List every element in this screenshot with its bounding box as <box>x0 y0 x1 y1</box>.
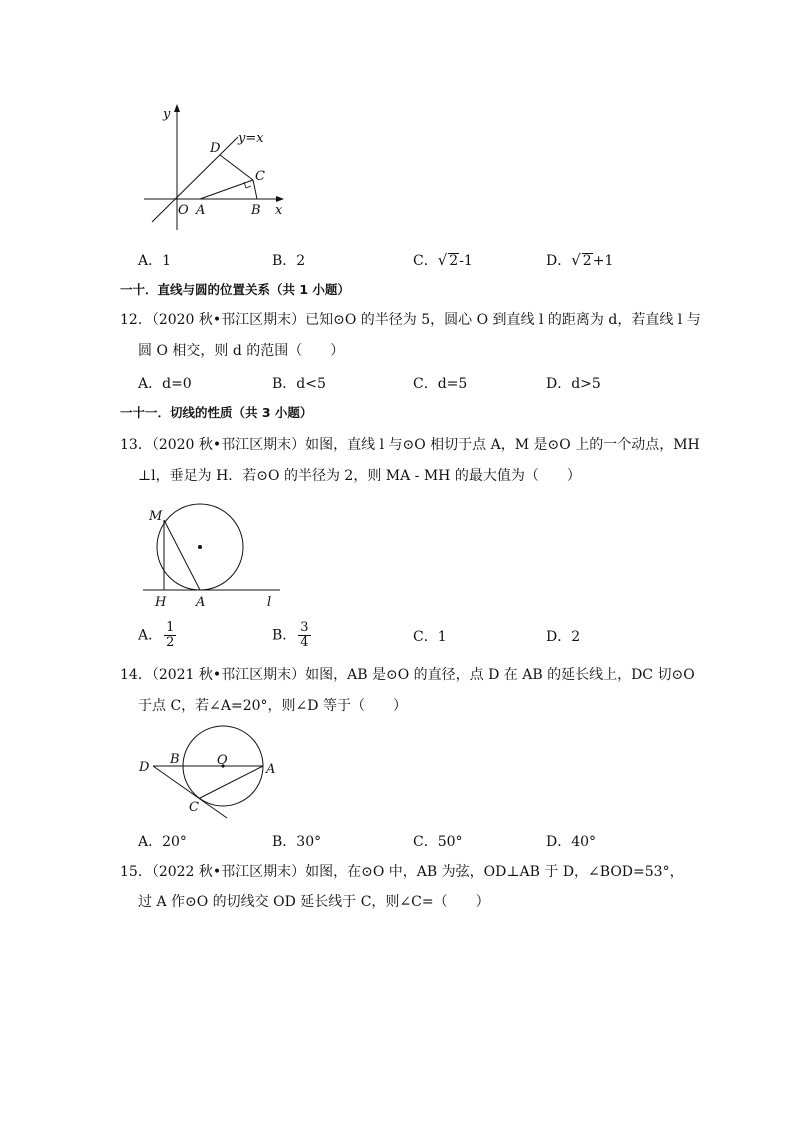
fraction <box>164 621 176 650</box>
label-O: O <box>217 753 228 768</box>
q12-option-b: B．d<5 <box>272 376 326 392</box>
q14-option-a: A．20° <box>138 834 187 850</box>
q11-option-c <box>413 250 473 270</box>
label-H: H <box>155 595 167 610</box>
radical-sign-icon: √ <box>437 251 448 269</box>
q14-line2: 于点 C，若∠A=20°，则∠D 等于（ ） <box>138 698 407 714</box>
q13-option-c <box>413 626 447 646</box>
q11-figure <box>130 100 300 240</box>
option-letter: C． <box>413 629 438 645</box>
label-C: C <box>189 800 199 815</box>
section-heading-10: 一十．直线与圆的位置关系（共 1 小题） <box>120 282 350 297</box>
q11-option-a <box>138 250 171 270</box>
label-A: A <box>266 762 276 777</box>
y-axis-arrow <box>174 104 180 112</box>
segment-CA <box>200 766 263 798</box>
label-y: y <box>163 107 171 122</box>
label-B: B <box>170 752 180 767</box>
q12-line2: 圆 O 相交，则 d 的范围（ ） <box>138 343 345 359</box>
option-letter: D． <box>546 253 572 269</box>
option-letter: D． <box>546 629 572 645</box>
label-A: A <box>196 595 206 610</box>
q13-option-d <box>546 626 580 646</box>
q12-option-d: D．d>5 <box>546 376 601 392</box>
q14-figure <box>135 718 295 823</box>
label-y-equals-x: y=x <box>238 131 264 146</box>
option-letter: B． <box>272 253 297 269</box>
section-heading-11: 一十一．切线的性质（共 3 小题） <box>120 405 313 420</box>
line-y-equals-x <box>152 137 238 222</box>
q13-figure <box>135 500 295 615</box>
q14-option-b: B．30° <box>272 834 322 850</box>
q13-option-b <box>272 621 311 650</box>
segment-DC <box>220 155 253 180</box>
label-C: C <box>255 169 265 184</box>
radicand: 2 <box>449 253 459 269</box>
fraction <box>298 621 310 650</box>
segment-MA <box>164 520 200 590</box>
option-suffix: -1 <box>459 253 473 269</box>
q13-line2: ⊥l，垂足为 H．若⊙O 的半径为 2，则 MA - MH 的最大值为（ ） <box>138 468 581 484</box>
q12-line1: 12．（2020 秋•邗江区期末）已知⊙O 的半径为 5，圆心 O 到直线 l 的距离为 d，若直线 l 与 <box>120 312 701 328</box>
q13-option-a <box>138 621 176 650</box>
center-point <box>198 545 202 549</box>
segment-AC <box>200 180 253 199</box>
label-D: D <box>139 760 150 775</box>
label-O: O <box>178 203 189 218</box>
fraction-numerator: 1 <box>166 620 175 635</box>
x-axis-arrow <box>276 196 284 202</box>
radicand: 2 <box>582 253 592 269</box>
option-letter: A． <box>138 253 163 269</box>
label-D: D <box>210 141 221 156</box>
fraction-denominator: 2 <box>166 635 175 650</box>
q12-option-a: A．d=0 <box>138 376 192 392</box>
q13-line1: 13．（2020 秋•邗江区期末）如图，直线 l 与⊙O 相切于点 A，M 是⊙O 上的一个动点，MH <box>120 437 700 453</box>
option-value: 1 <box>162 253 172 269</box>
q15-line2: 过 A 作⊙O 的切线交 OD 延长线于 C，则∠C=（ ） <box>138 894 490 910</box>
q14-option-d: D．40° <box>546 834 597 850</box>
option-letter: C． <box>413 253 438 269</box>
option-letter: A． <box>138 627 163 644</box>
fraction-numerator: 3 <box>300 620 309 635</box>
label-A: A <box>196 203 206 218</box>
option-value: 2 <box>296 253 306 269</box>
radical-sign-icon: √ <box>571 251 581 269</box>
q11-option-d <box>546 250 613 270</box>
option-letter: B． <box>272 627 297 644</box>
label-l: l <box>267 595 272 610</box>
q14-line1: 14．（2021 秋•邗江区期末）如图，AB 是⊙O 的直径，点 D 在 AB 的延长线上，DC 切⊙O <box>120 667 695 683</box>
q11-option-b <box>272 250 305 270</box>
label-M: M <box>149 509 163 524</box>
option-value: 2 <box>571 629 581 645</box>
option-value: 1 <box>437 629 447 645</box>
q12-option-c: C．d=5 <box>413 376 468 392</box>
label-B: B <box>251 203 261 218</box>
label-x: x <box>275 203 283 218</box>
option-suffix: +1 <box>592 253 614 269</box>
fraction-denominator: 4 <box>300 635 309 650</box>
q15-line1: 15．（2022 秋•邗江区期末）如图，在⊙O 中，AB 为弦，OD⊥AB 于 D，∠BOD=53°， <box>120 864 684 880</box>
q14-option-c: C．50° <box>413 834 463 850</box>
